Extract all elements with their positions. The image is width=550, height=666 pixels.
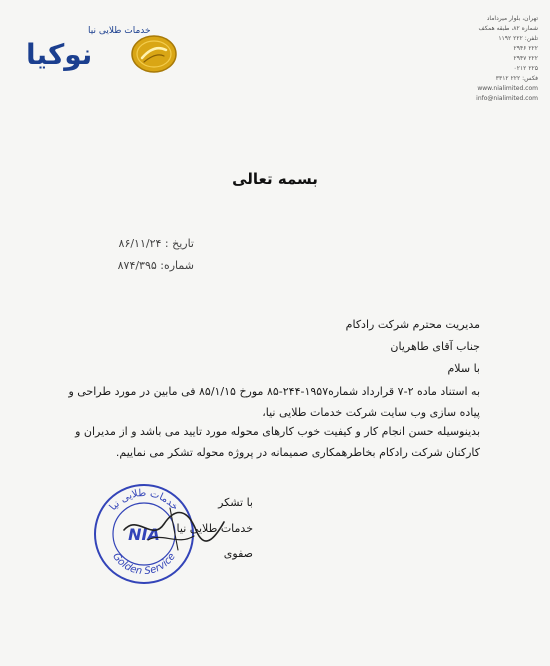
body-paragraph-1: به استناد ماده ۲-۷ قرارداد شماره۱۹۵۷-۲۴۴-۸۵ مورخ ۸۵/۱/۱۵ فی مابین در مورد طراحی و پیاده سازی وب سایت شرکت خدمات طلایی نیا، <box>68 385 480 419</box>
closing-company: خدمات طلایی نیا <box>176 522 253 535</box>
stamp-top-text: خدمات طلایی نیا <box>107 487 181 513</box>
contact-phone-3: ۲۲۲ ۲۹۴۷ <box>513 55 538 62</box>
contact-email: info@nialimited.com <box>476 95 538 102</box>
closing-signer: صفوی <box>223 547 253 560</box>
letter-date: تاریخ : ۸۶/۱۱/۲۴ <box>118 237 194 250</box>
stamp-center-text: NIA <box>128 525 160 544</box>
contact-website: www.nialimited.com <box>477 85 538 92</box>
contact-phone: تلفن: ۲۲۲ ۱۱۹۲ <box>498 35 538 42</box>
contact-info <box>418 14 538 104</box>
contact-address-2: شماره ۸۲، طبقه همکف <box>478 25 538 32</box>
stamp-bottom-text: Golden Service <box>110 551 178 578</box>
contact-phone-2: ۲۲۲ ۲۹۴۶ <box>513 45 538 52</box>
body-paragraph-2: بدینوسیله حسن انجام کار و کیفیت خوب کارهای محوله مورد تایید می باشد و از مدیران و کارکنان شرکت رادکام بخاطرهمکاری صمیمانه در پروژه محوله تشکر می نماییم. <box>75 425 480 459</box>
closing-thanks: با تشکر <box>218 496 253 509</box>
letter-number: شماره: ۸۷۴/۳۹۵ <box>117 259 194 272</box>
recipient-person: جناب آقای طاهریان <box>390 340 480 353</box>
recipient-company: مدیریت محترم شرکت رادکام <box>345 318 480 331</box>
logo-name: نوکیا <box>26 38 93 71</box>
logo-subtitle: خدمات طلایی نیا <box>88 26 151 36</box>
contact-phone-4: ۲۲۵ ۰۲۱۲ <box>513 65 538 72</box>
letter-heading: بسمه تعالی <box>232 170 318 188</box>
contact-address: تهران، بلوار میرداماد <box>486 15 538 22</box>
gold-coin-icon <box>130 34 178 74</box>
contact-fax: فکس: ۲۲۲ ۳۳۱۲ <box>495 75 538 82</box>
greeting: با سلام <box>447 362 480 375</box>
signature <box>118 500 230 558</box>
